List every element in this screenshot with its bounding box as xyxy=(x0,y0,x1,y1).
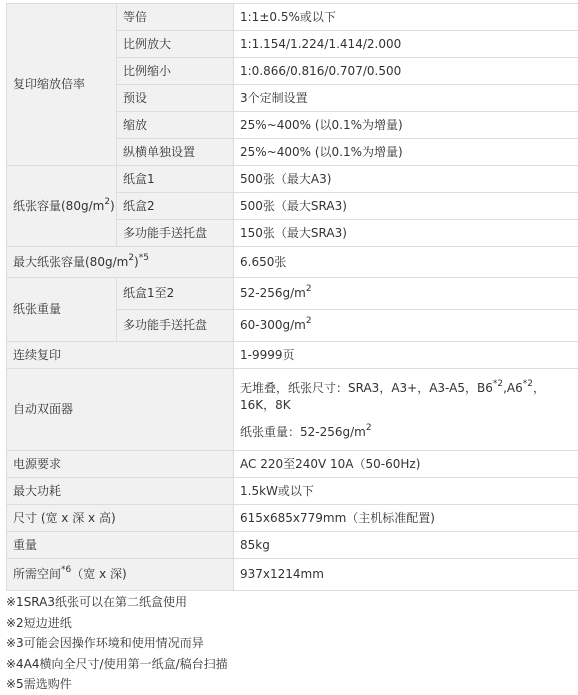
capacity-sub: 多功能手送托盘 xyxy=(117,220,234,247)
duplex-line-2: 16K，8K xyxy=(240,397,291,412)
footnotes xyxy=(6,592,576,695)
duplex-line-1-text: ， xyxy=(532,380,545,395)
max-capacity-label-text: 最大纸张容量(80g/m xyxy=(13,254,129,269)
weight-value-text: 52-256g/m xyxy=(240,286,306,300)
spec-row xyxy=(7,478,578,505)
duplex-line-3-text: 纸张重量：52-256g/m xyxy=(240,424,366,439)
zoom-sub: 等倍 xyxy=(117,4,234,31)
weight-value-sup: 2 xyxy=(305,316,312,326)
space-label-text: （宽 x 深) xyxy=(71,567,127,581)
max-capacity-label-sup: 2 xyxy=(128,252,135,263)
space-value: 937x1214mm xyxy=(234,559,578,591)
max-capacity-footnote-mark: *5 xyxy=(138,252,149,263)
consumption-label: 最大功耗 xyxy=(7,478,234,505)
duplex-line-3-sup: 2 xyxy=(365,422,372,433)
spec-row xyxy=(7,342,578,369)
duplex-line-1 xyxy=(240,380,572,397)
continuous-value: 1-9999页 xyxy=(234,342,578,369)
max-capacity-value: 6.650张 xyxy=(234,247,578,278)
capacity-value: 500张（最大SRA3) xyxy=(234,193,578,220)
spec-row xyxy=(7,4,578,31)
duplex-line-1-text: ,A6 xyxy=(503,380,523,395)
capacity-sub: 纸盒1 xyxy=(117,166,234,193)
power-label: 电源要求 xyxy=(7,451,234,478)
capacity-sub: 纸盒2 xyxy=(117,193,234,220)
weight-sub: 纸盒1至2 xyxy=(117,278,234,310)
zoom-value: 1:1±0.5%或以下 xyxy=(234,4,578,31)
duplex-value xyxy=(234,369,578,451)
spec-row xyxy=(7,559,578,591)
spec-table xyxy=(6,3,578,591)
footnote: ※5需选购件 xyxy=(6,677,72,692)
zoom-label: 复印缩放倍率 xyxy=(7,4,117,166)
spec-row xyxy=(7,505,578,532)
spec-row xyxy=(7,451,578,478)
mass-value: 85kg xyxy=(234,532,578,559)
weight-value xyxy=(234,278,578,310)
footnote: ※1SRA3纸张可以在第二纸盒使用 xyxy=(6,595,188,609)
spec-row xyxy=(7,247,578,278)
weight-sub: 多功能手送托盘 xyxy=(117,310,234,342)
spec-row xyxy=(7,369,578,451)
zoom-value: 25%~400% (以0.1%为增量) xyxy=(234,139,578,166)
weight-value-sup: 2 xyxy=(305,284,312,294)
zoom-sub: 纵横单独设置 xyxy=(117,139,234,166)
duplex-line-1-text: 无堆叠，纸张尺寸：SRA3，A3+，A3-A5，B6 xyxy=(240,380,493,395)
capacity-label-end: ) xyxy=(110,198,115,213)
capacity-value: 150张（最大SRA3) xyxy=(234,220,578,247)
mass-label: 重量 xyxy=(7,532,234,559)
max-capacity-label-mid: ) xyxy=(134,254,139,269)
dimensions-value: 615x685x779mm（主机标准配置) xyxy=(234,505,578,532)
weight-value-text: 60-300g/m xyxy=(240,318,306,332)
weight-label: 纸张重量 xyxy=(7,278,117,342)
zoom-sub: 缩放 xyxy=(117,112,234,139)
space-footnote-mark: *6 xyxy=(61,565,72,575)
zoom-value: 1:1.154/1.224/1.414/2.000 xyxy=(234,31,578,58)
zoom-value: 1:0.866/0.816/0.707/0.500 xyxy=(234,58,578,85)
dimensions-label: 尺寸 (宽 x 深 x 高) xyxy=(7,505,234,532)
capacity-label-text: 纸张容量(80g/m xyxy=(13,198,105,213)
max-capacity-label xyxy=(7,247,234,278)
zoom-sub: 预设 xyxy=(117,85,234,112)
space-label xyxy=(7,559,234,591)
duplex-footnote-mark: *2 xyxy=(492,378,504,389)
footnote: ※4A4横向全尺寸/使用第一纸盒/稿台扫描 xyxy=(6,656,228,671)
spec-row xyxy=(7,166,578,193)
space-label-text: 所需空间 xyxy=(13,567,62,581)
footnote: ※3可能会因操作环境和使用情况而异 xyxy=(6,636,204,651)
capacity-label-sup: 2 xyxy=(104,196,111,207)
zoom-sub: 比例缩小 xyxy=(117,58,234,85)
zoom-value: 25%~400% (以0.1%为增量) xyxy=(234,112,578,139)
consumption-value: 1.5kW或以下 xyxy=(234,478,578,505)
duplex-label: 自动双面器 xyxy=(7,369,234,451)
duplex-footnote-mark: *2 xyxy=(522,378,533,389)
duplex-line-3 xyxy=(240,424,572,441)
zoom-sub: 比例放大 xyxy=(117,31,234,58)
spec-row xyxy=(7,532,578,559)
capacity-value: 500张（最大A3) xyxy=(234,166,578,193)
footnote: ※2短边进纸 xyxy=(6,615,72,630)
weight-value xyxy=(234,310,578,342)
zoom-value: 3个定制设置 xyxy=(234,85,578,112)
capacity-label xyxy=(7,166,117,247)
continuous-label: 连续复印 xyxy=(7,342,234,369)
spec-row xyxy=(7,278,578,310)
power-value: AC 220至240V 10A（50-60Hz) xyxy=(234,451,578,478)
